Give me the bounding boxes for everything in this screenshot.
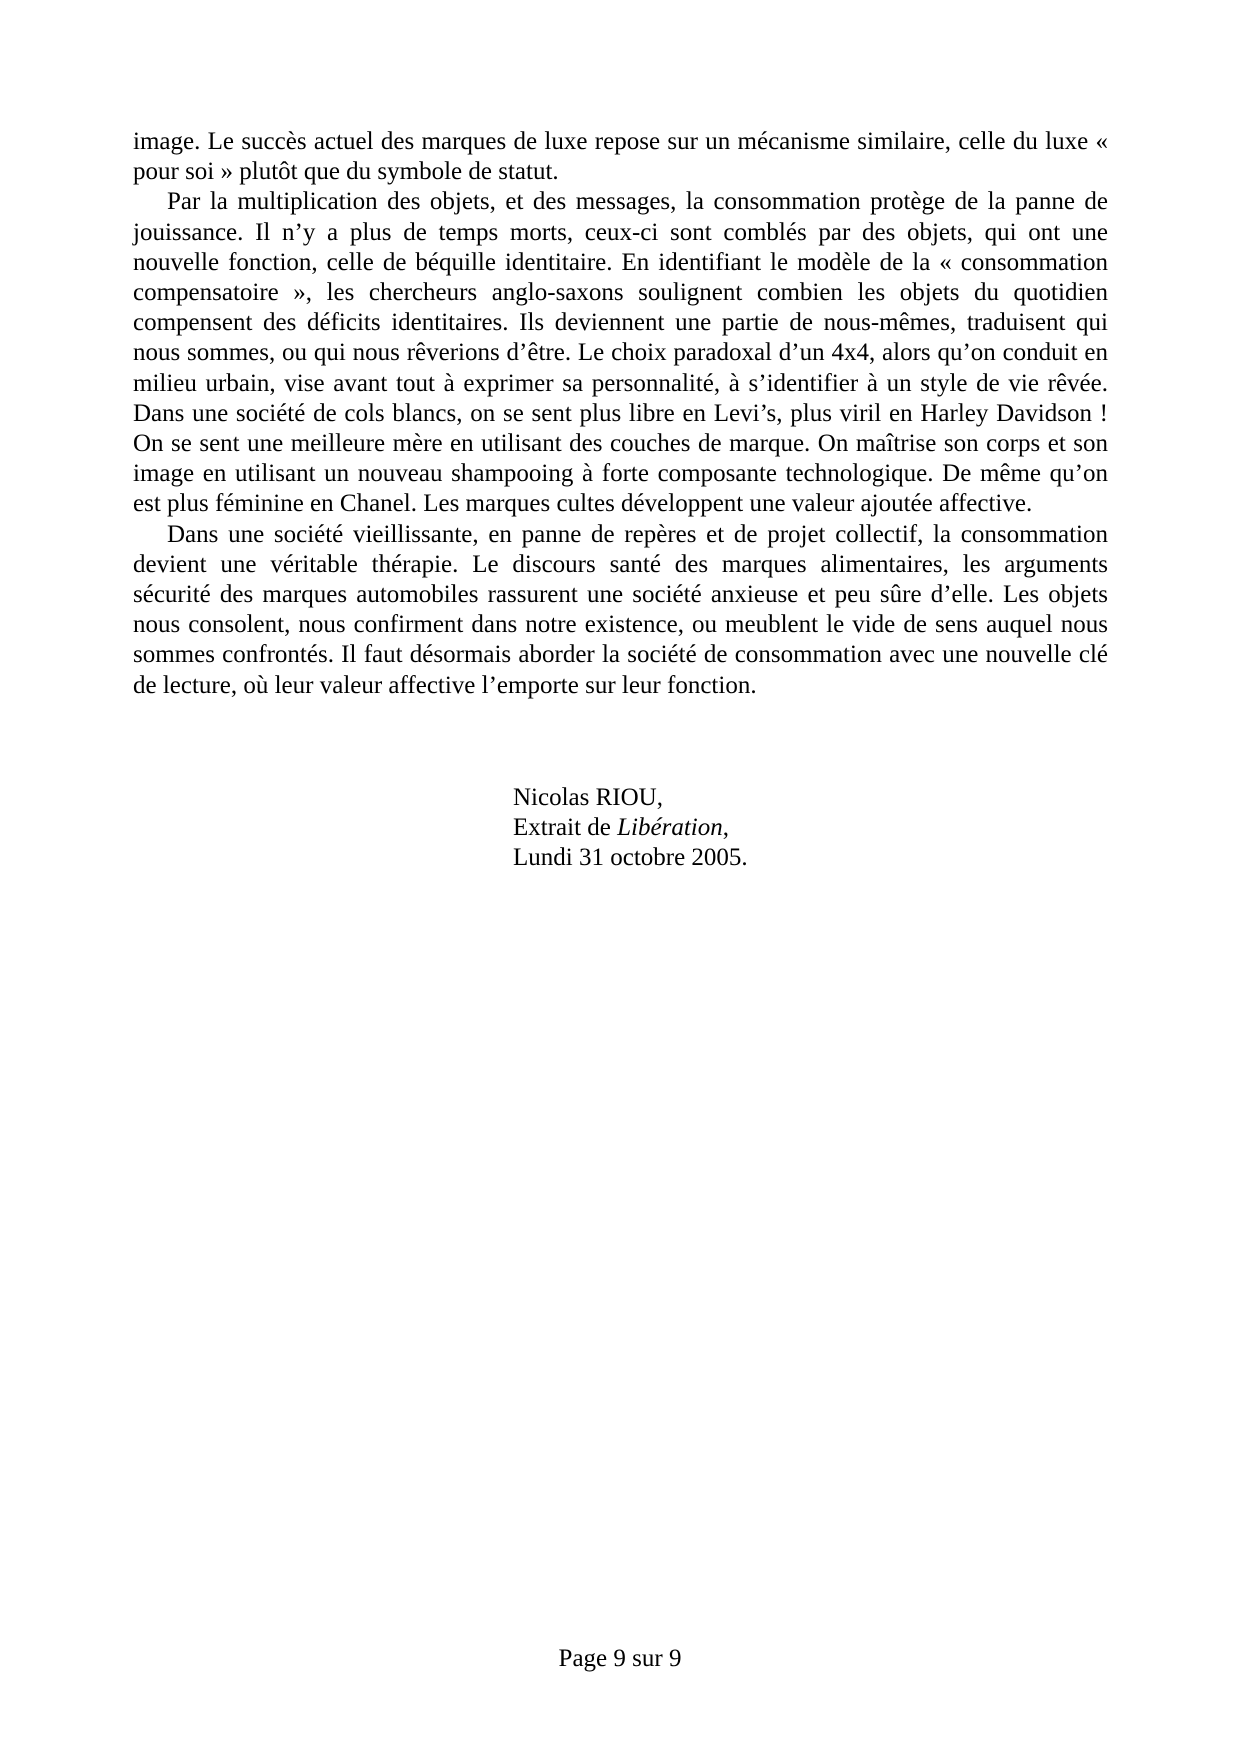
paragraph-societe-vieillissante: Dans une société vieillissante, en panne de repères et de projet collectif, la consommation devient une véritable thérapie. Le discours santé des marques alimentaires, les arguments sécurité des marques automobiles rassurent une société anxieuse et peu sûre d’elle. Les objets nous consolent, nous confirment dans notre existence, ou meublent le vide de sens auquel nous sommes confrontés. Il faut désormais aborder la société de consommation avec une nouvelle clé de lecture, où leur valeur affective l’emporte sur leur fonction. [133,520,1108,699]
signature-source [513,813,748,843]
signature-source-suffix: , [722,814,729,842]
signature-author: Nicolas RIOU, [513,784,663,811]
signature-source-prefix: Extrait de [513,814,618,842]
paragraph-multiplication: Par la multiplication des objets, et des messages, la consommation protège de la panne de jouissance. Il n’y a plus de temps morts, ceux-ci sont comblés par des objets, qui ont une nouvelle fonction, celle de béquille identitaire. En identifiant le modèle de la « consommation compensatoire », les chercheurs anglo-saxons soulignent combien les objets du quotidien compensent des déficits identitaires. Ils deviennent une partie de nous-mêmes, traduisent qui nous sommes, ou qui nous rêverions d’être. Le choix paradoxal d’un 4x4, alors qu’on conduit en milieu urbain, vise avant tout à exprimer sa personnalité, à s’identifier à un style de vie rêvée. Dans une société de cols blancs, on se sent plus libre en Levi’s, plus viril en Harley Davidson ! On se sent une meilleure mère en utilisant des couches de marque. On maîtrise son corps et son image en utilisant un nouveau shampooing à forte composante technologique. De même qu’on est plus féminine en Chanel. Les marques cultes développent une valeur ajoutée affective. [133,188,1108,518]
signature-date: Lundi 31 octobre 2005. [513,844,748,872]
page-number: Page 9 sur 9 [558,1645,682,1672]
signature-block [513,783,748,874]
paragraph-luxe: image. Le succès actuel des marques de luxe repose sur un mécanisme similaire, celle du luxe « pour soi » plutôt que du symbole de statut. [133,128,1108,186]
publication-name: Libération [617,814,723,842]
article-body [133,127,1108,701]
